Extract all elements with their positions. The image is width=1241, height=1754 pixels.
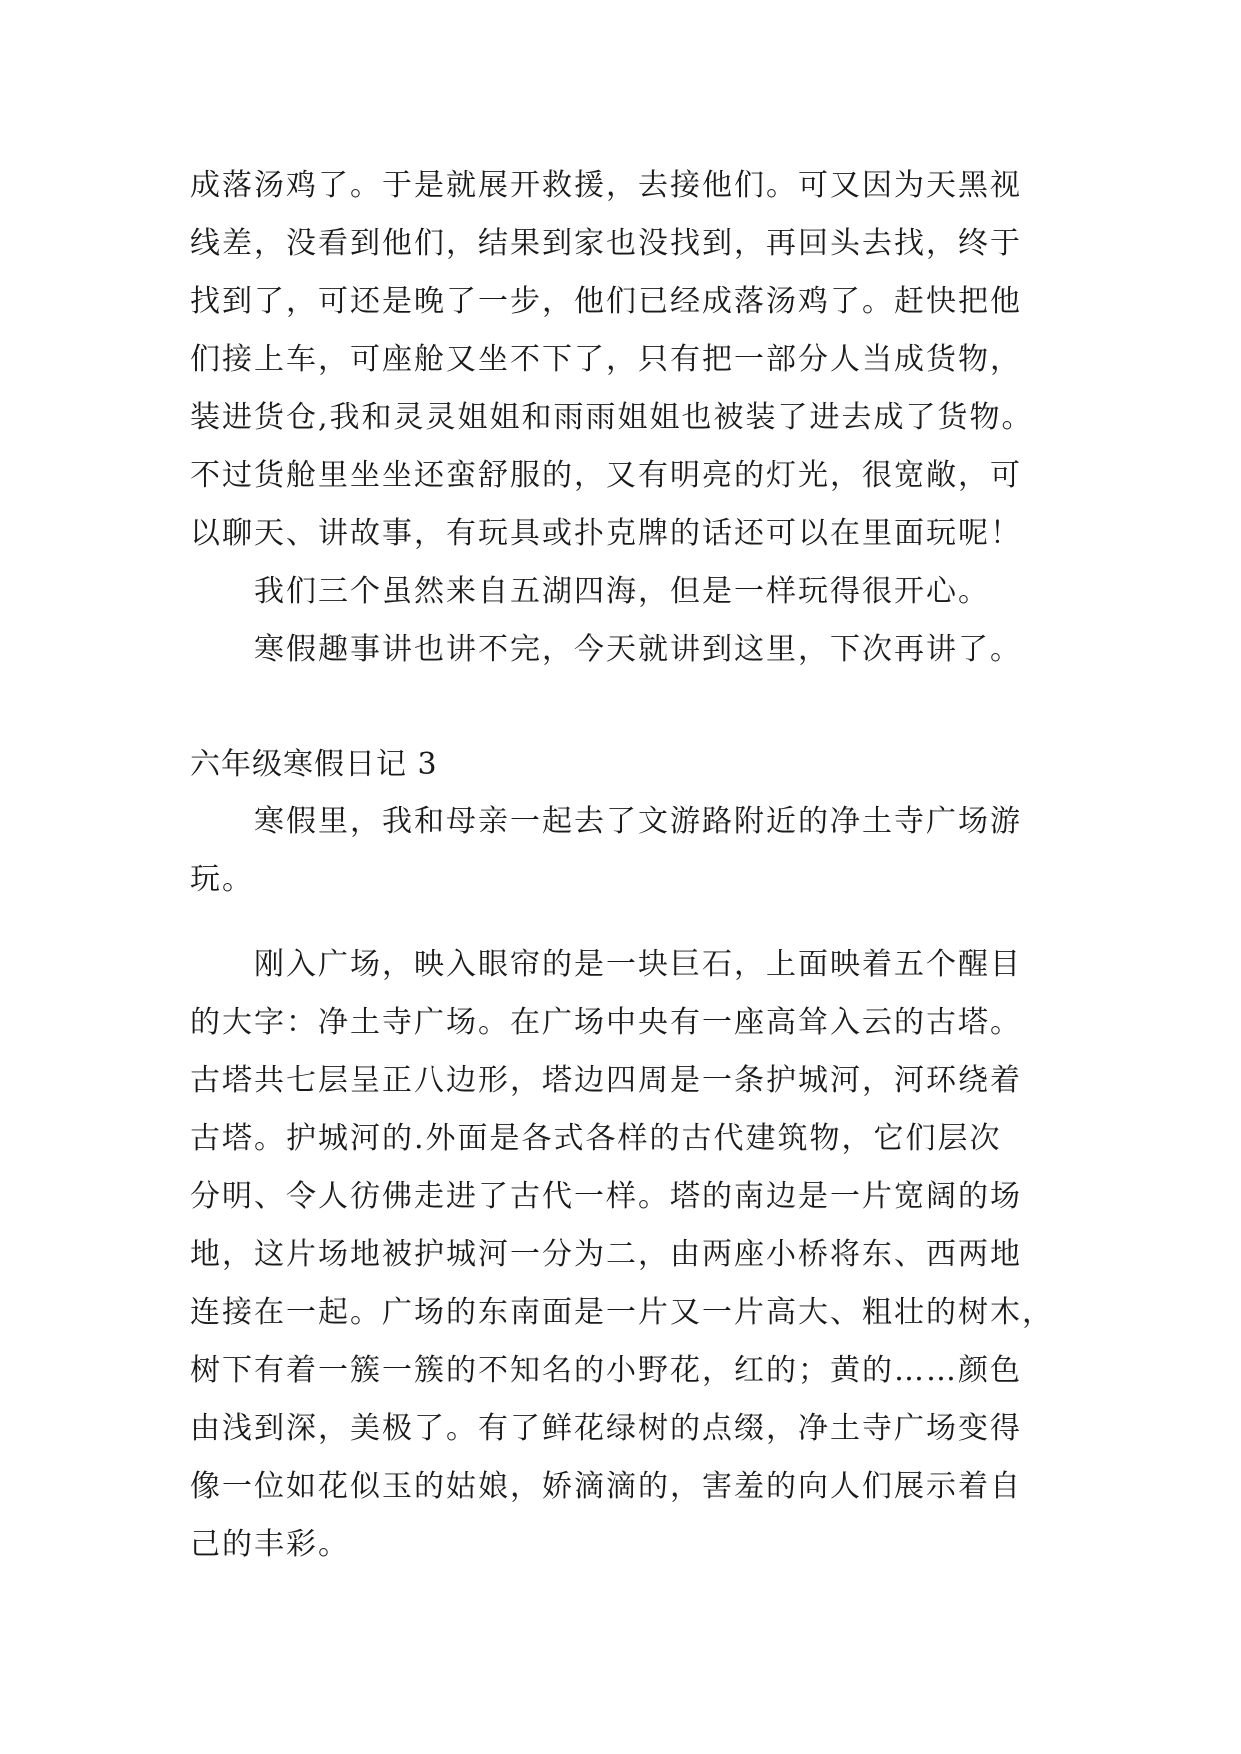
paragraph-line: 玩。 <box>190 862 254 897</box>
paragraph-line: 连接在一起。广场的东南面是一片又一片高大、粗壮的树木， <box>190 1295 1054 1330</box>
paragraph-line: 地，这片场地被护城河一分为二，由两座小桥将东、西两地 <box>190 1237 1022 1272</box>
paragraph-line: 寒假里，我和母亲一起去了文游路附近的净土寺广场游 <box>254 804 1022 839</box>
paragraph-line: 线差，没看到他们，结果到家也没找到，再回头去找，终于 <box>190 226 1022 261</box>
paragraph-line: 寒假趣事讲也讲不完，今天就讲到这里，下次再讲了。 <box>254 632 1022 667</box>
paragraph-line: 以聊天、讲故事，有玩具或扑克牌的话还可以在里面玩呢！ <box>190 516 1022 551</box>
paragraph-line: 我们三个虽然来自五湖四海，但是一样玩得很开心。 <box>254 574 990 609</box>
paragraph-line: 们接上车，可座舱又坐不下了，只有把一部分人当成货物， <box>190 342 1022 377</box>
paragraph-line: 不过货舱里坐坐还蛮舒服的，又有明亮的灯光，很宽敞，可 <box>190 458 1022 493</box>
paragraph-line: 古塔。护城河的.外面是各式各样的古代建筑物，它们层次 <box>190 1121 1002 1156</box>
paragraph-line: 古塔共七层呈正八边形，塔边四周是一条护城河，河环绕着 <box>190 1063 1022 1098</box>
paragraph-line: 的大字：净土寺广场。在广场中央有一座高耸入云的古塔。 <box>190 1005 1022 1040</box>
paragraph-line: 己的丰彩。 <box>190 1527 350 1562</box>
paragraph-line: 像一位如花似玉的姑娘，娇滴滴的，害羞的向人们展示着自 <box>190 1469 1022 1504</box>
paragraph-line: 成落汤鸡了。于是就展开救援，去接他们。可又因为天黑视 <box>190 168 1022 203</box>
section-title: 六年级寒假日记 3 <box>190 747 438 782</box>
paragraph-line: 刚入广场，映入眼帘的是一块巨石，上面映着五个醒目 <box>254 947 1022 982</box>
paragraph-line: 由浅到深，美极了。有了鲜花绿树的点缀，净土寺广场变得 <box>190 1411 1022 1446</box>
paragraph-line: 分明、令人彷佛走进了古代一样。塔的南边是一片宽阔的场 <box>190 1179 1022 1214</box>
paragraph-line: 找到了，可还是晚了一步，他们已经成落汤鸡了。赶快把他 <box>190 284 1022 319</box>
paragraph-line: 树下有着一簇一簇的不知名的小野花，红的；黄的……颜色 <box>190 1353 1022 1388</box>
paragraph-line: 装进货仓,我和灵灵姐姐和雨雨姐姐也被装了进去成了货物。 <box>190 400 1034 435</box>
